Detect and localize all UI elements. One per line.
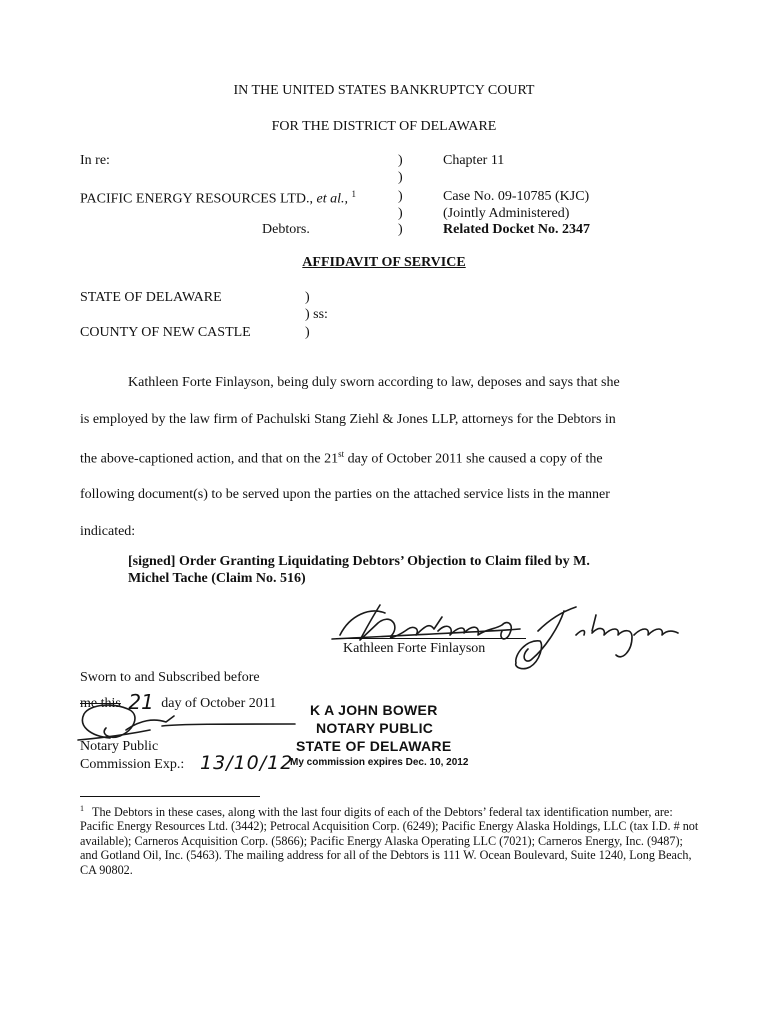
jointly-administered: (Jointly Administered) [443, 206, 570, 221]
jurat-line: Sworn to and Subscribed before [80, 670, 260, 685]
caption-paren: ) [398, 153, 403, 168]
handwritten-expiration: 13/10/12 [200, 752, 294, 774]
caption-paren: ) [398, 170, 403, 185]
body-line [80, 449, 603, 468]
debtor-name [80, 189, 356, 208]
body-line: indicated: [80, 524, 136, 539]
jurat-date-text: day of October 2011 [161, 696, 277, 711]
caption-paren: ) [398, 222, 403, 237]
body-line: following document(s) to be served upon the parties on the attached service lists in the manner [80, 487, 610, 502]
case-number: Case No. 09-10785 (KJC) [443, 189, 590, 204]
handwritten-signature [330, 595, 680, 670]
footnote-text: The Debtors in these cases, along with the last four digits of each of the Debtors’ federal tax identification number, are: Pacific Energy Resources Ltd. (3442); Petrocal Acquisition Corp. (6249); Pacific Energy Alaska Holdings, LLC (tax I.D. # not available); Carneros Acquisition Corp. (5866); Pacific Energy Alaska Operating LLC (7021); Carneros Energy, Inc. (9487); and Gotland Oil, Inc. (5463). The mailing address for all of the Debtors is 111 W. Ocean Boulevard, Suite 1240, Long Beach, CA 90802. [80, 805, 699, 877]
commission-exp-label: Commission Exp.: [80, 757, 185, 772]
court-district-line: FOR THE DISTRICT OF DELAWARE [271, 119, 497, 134]
et-al-text: et al., [316, 191, 348, 207]
caption-paren: ) [398, 189, 403, 204]
notary-stamp-title: NOTARY PUBLIC [316, 720, 434, 736]
notary-stamp-name: K A JOHN BOWER [310, 702, 438, 718]
served-document-title: Michel Tache (Claim No. 516) [128, 571, 306, 586]
ordinal-suffix: st [338, 449, 345, 459]
venue-paren: ) [305, 290, 310, 305]
footnote [80, 802, 700, 877]
related-docket: Related Docket No. 2347 [443, 222, 590, 237]
debtor-name-text: PACIFIC ENERGY RESOURCES LTD., [80, 191, 313, 207]
handwritten-day: 21 [128, 690, 154, 714]
body-line: is employed by the law firm of Pachulski Stang Ziehl & Jones LLP, attorneys for the Debtors in [80, 412, 616, 427]
venue-paren: ) [305, 325, 310, 340]
footnote-separator [80, 796, 260, 797]
chapter-text: Chapter 11 [443, 153, 505, 168]
court-name-line: IN THE UNITED STATES BANKRUPTCY COURT [233, 83, 535, 98]
signature-line [336, 638, 526, 639]
venue-ss: ) ss: [305, 307, 328, 322]
venue-county: COUNTY OF NEW CASTLE [80, 325, 251, 340]
body-line-text: day of October 2011 she caused a copy of the [344, 451, 603, 467]
affidavit-title: AFFIDAVIT OF SERVICE [302, 255, 466, 270]
signer-name: Kathleen Forte Finlayson [343, 641, 486, 656]
notary-stamp-expires: My commission expires Dec. 10, 2012 [290, 757, 469, 768]
served-document-title: [signed] Order Granting Liquidating Debtors’ Objection to Claim filed by M. [128, 554, 590, 569]
footnote-ref: 1 [351, 189, 356, 199]
footnote-mark: 1 [80, 804, 84, 813]
notary-stamp-state: STATE OF DELAWARE [296, 738, 452, 754]
jurat-me-this: me this [80, 696, 121, 711]
body-line-text: the above-captioned action, and that on the 21 [80, 451, 339, 467]
body-line: Kathleen Forte Finlayson, being duly sworn according to law, deposes and says that she [128, 375, 620, 390]
debtors-label: Debtors. [262, 222, 310, 237]
notary-public-label: Notary Public [80, 739, 159, 754]
venue-state: STATE OF DELAWARE [80, 290, 222, 305]
caption-paren: ) [398, 206, 403, 221]
in-re-label: In re: [80, 153, 110, 168]
